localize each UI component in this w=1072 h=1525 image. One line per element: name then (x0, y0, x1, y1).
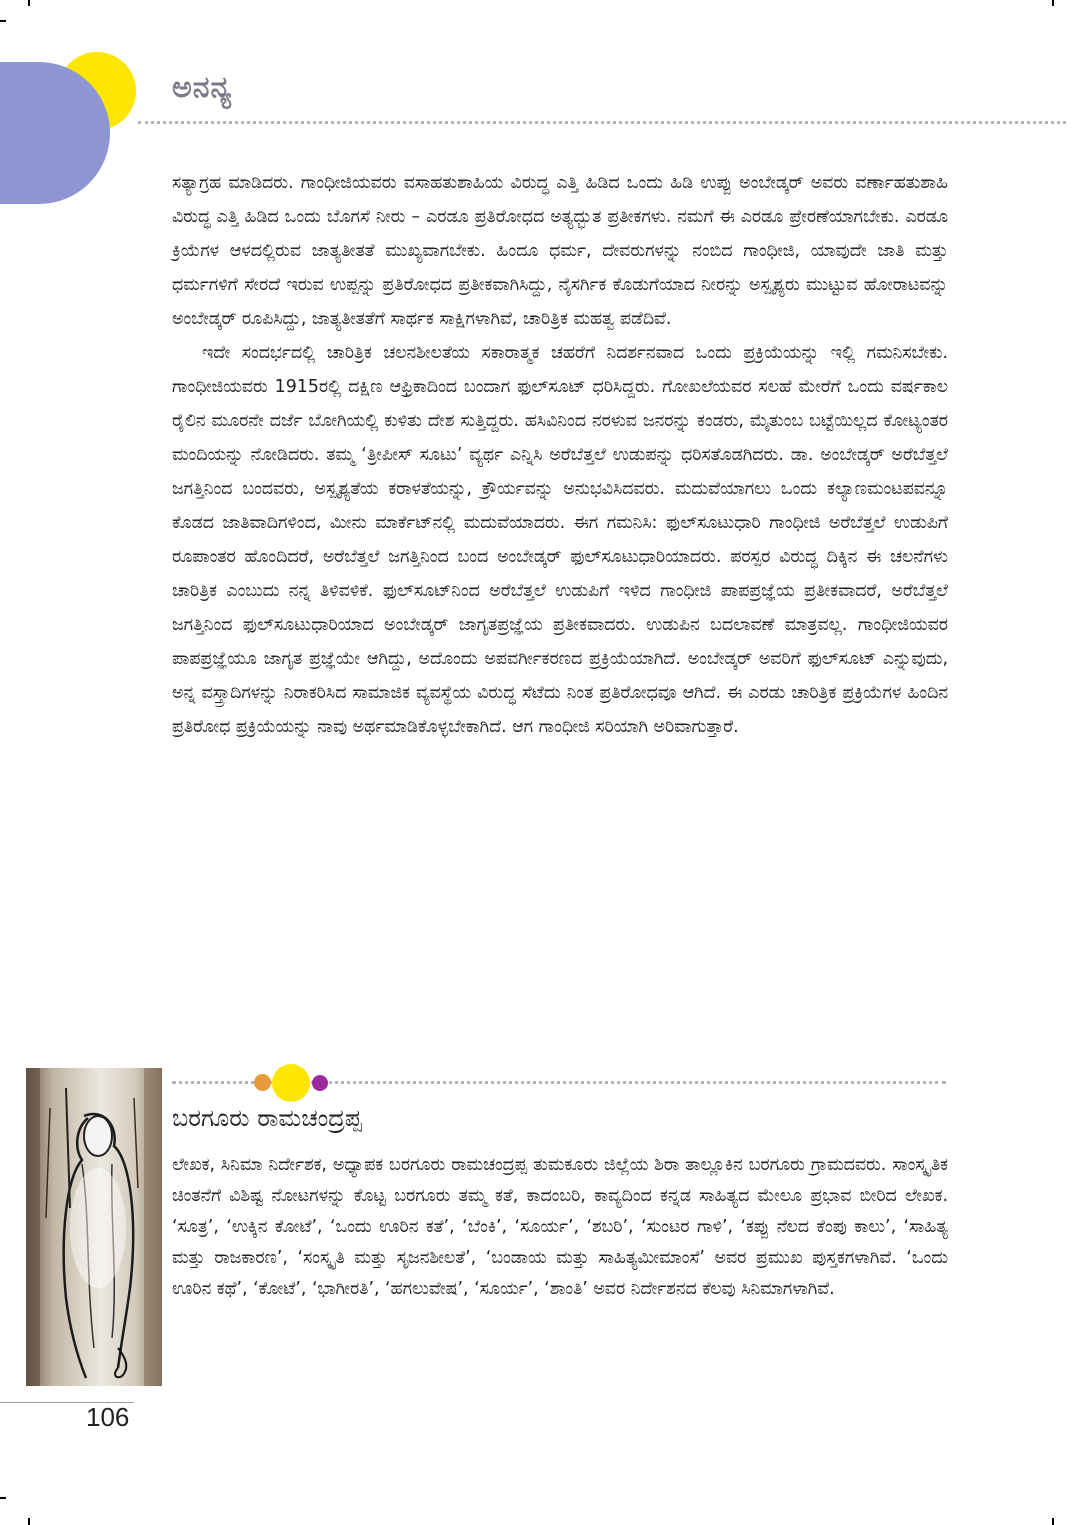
article-paragraph: ಸತ್ಯಾಗ್ರಹ ಮಾಡಿದರು. ಗಾಂಧೀಜಿಯವರು ವಸಾಹತುಶಾಹಿಯ ವಿರುದ್ಧ ಎತ್ತಿ ಹಿಡಿದ ಒಂದು ಹಿಡಿ ಉಪ್ಪು ಅಂಬೇಡ್ಕರ್ ಅವರು ವರ್ಣಾಹತುಶಾಹಿ ವಿರುದ್ಧ ಎತ್ತಿ ಹಿಡಿದ ಒಂದು ಬೊಗಸೆ ನೀರು – ಎರಡೂ ಪ್ರತಿರೋಧದ ಅತ್ಯದ್ಭುತ ಪ್ರತೀಕಗಳು. ನಮಗೆ ಈ ಎರಡೂ ಪ್ರೇರಣೆಯಾಗಬೇಕು. ಎರಡೂ ಕ್ರಿಯೆಗಳ ಆಳದಲ್ಲಿರುವ ಜಾತ್ಯತೀತತೆ ಮುಖ್ಯವಾಗಬೇಕು. ಹಿಂದೂ ಧರ್ಮ, ದೇವರುಗಳನ್ನು ನಂಬಿದ ಗಾಂಧೀಜಿ, ಯಾವುದೇ ಜಾತಿ ಮತ್ತು ಧರ್ಮಗಳಿಗೆ ಸೇರದೆ ಇರುವ ಉಪ್ಪನ್ನು ಪ್ರತಿರೋಧದ ಪ್ರತೀಕವಾಗಿಸಿದ್ದು, ನೈಸರ್ಗಿಕ ಕೊಡುಗೆಯಾದ ನೀರನ್ನು ಅಸ್ಪೃಶ್ಯರು ಮುಟ್ಟುವ ಹೋರಾಟವನ್ನು ಅಂಬೇಡ್ಕರ್ ರೂಪಿಸಿದ್ದು, ಜಾತ್ಯತೀತತೆಗೆ ಸಾರ್ಥಕ ಸಾಕ್ಷಿಗಳಾಗಿವೆ, ಚಾರಿತ್ರಿಕ ಮಹತ್ವ ಪಡೆದಿವೆ. (172, 173, 948, 329)
page-number: 106 (86, 1402, 130, 1432)
bio-decor-purple-dot (312, 1075, 328, 1091)
crop-mark-bottom-right (1052, 1518, 1054, 1525)
header-title: ಅನನ್ಯ (172, 70, 233, 105)
bio-decor-yellow-dot (272, 1064, 310, 1102)
crop-mark-top-left (28, 0, 30, 6)
header-dotted-rule (138, 121, 1066, 124)
author-photo (26, 1068, 162, 1386)
author-name: ಬರಗೂರು ರಾಮಚಂದ್ರಪ್ಪ (172, 1104, 363, 1132)
article-paragraph: ಇದೇ ಸಂದರ್ಭದಲ್ಲಿ ಚಾರಿತ್ರಿಕ ಚಲನಶೀಲತೆಯ ಸಕಾರಾತ್ಮಕ ಚಹರೆಗೆ ನಿದರ್ಶನವಾದ ಒಂದು ಪ್ರಕ್ರಿಯೆಯನ್ನು ಇಲ್ಲಿ ಗಮನಿಸಬೇಕು. ಗಾಂಧೀಜಿಯವರು 1915ರಲ್ಲಿ ದಕ್ಷಿಣ ಆಫ್ರಿಕಾದಿಂದ ಬಂದಾಗ ಫುಲ್‌ಸೂಟ್ ಧರಿಸಿದ್ದರು. ಗೋಖಲೆಯವರ ಸಲಹೆ ಮೇರೆಗೆ ಒಂದು ವರ್ಷಕಾಲ ರೈಲಿನ ಮೂರನೇ ದರ್ಜೆ ಬೋಗಿಯಲ್ಲಿ ಕುಳಿತು ದೇಶ ಸುತ್ತಿದ್ದರು. ಹಸಿವಿನಿಂದ ನರಳುವ ಜನರನ್ನು ಕಂಡರು, ಮೈತುಂಬ ಬಟ್ಟೆಯಿಲ್ಲದ ಕೋಟ್ಯಂತರ ಮಂದಿಯನ್ನು ನೋಡಿದರು. ತಮ್ಮ ‘ತ್ರೀಪೀಸ್ ಸೂಟು’ ವ್ಯರ್ಥ ಎನ್ನಿಸಿ ಅರೆಬೆತ್ತಲೆ ಉಡುಪನ್ನು ಧರಿಸತೊಡಗಿದರು. ಡಾ. ಅಂಬೇಡ್ಕರ್ ಅರೆಬೆತ್ತಲೆ ಜಗತ್ತಿನಿಂದ ಬಂದವರು, ಅಸ್ಪೃಶ್ಯತೆಯ ಕರಾಳತೆಯನ್ನು, ಕ್ರೌರ್ಯವನ್ನು ಅನುಭವಿಸಿದವರು. ಮದುವೆಯಾಗಲು ಒಂದು ಕಲ್ಯಾಣಮಂಟಪವನ್ನೂ ಕೊಡದ ಜಾತಿವಾದಿಗಳಿಂದ, ಮೀನು ಮಾರ್ಕೆಟ್‌ನಲ್ಲಿ ಮದುವೆಯಾದರು. ಈಗ ಗಮನಿಸಿ: ಫುಲ್‌ಸೂಟುಧಾರಿ ಗಾಂಧೀಜಿ ಅರೆಬೆತ್ತಲೆ ಉಡುಪಿಗೆ ರೂಪಾಂತರ ಹೊಂದಿದರೆ, ಅರೆಬೆತ್ತಲೆ ಜಗತ್ತಿನಿಂದ ಬಂದ ಅಂಬೇಡ್ಕರ್ ಫುಲ್‌ಸೂಟುಧಾರಿಯಾದರು. ಪರಸ್ಪರ ವಿರುದ್ಧ ದಿಕ್ಕಿನ ಈ ಚಲನೆಗಳು ಚಾರಿತ್ರಿಕ ಎಂಬುದು ನನ್ನ ತಿಳಿವಳಿಕೆ. ಫುಲ್‌ಸೂಟ್‌ನಿಂದ ಅರೆಬೆತ್ತಲೆ ಉಡುಪಿಗೆ ಇಳಿದ ಗಾಂಧೀಜಿ ಪಾಪಪ್ರಜ್ಞೆಯ ಪ್ರತೀಕವಾದರೆ, ಅರೆಬೆತ್ತಲೆ ಜಗತ್ತಿನಿಂದ ಫುಲ್‌ಸೂಟುಧಾರಿಯಾದ ಅಂಬೇಡ್ಕರ್ ಜಾಗೃತಪ್ರಜ್ಞೆಯ ಪ್ರತೀಕವಾದರು. ಉಡುಪಿನ ಬದಲಾವಣೆ ಮಾತ್ರವಲ್ಲ. ಗಾಂಧೀಜಿಯವರ ಪಾಪಪ್ರಜ್ಞೆಯೂ ಜಾಗೃತ ಪ್ರಜ್ಞೆಯೇ ಆಗಿದ್ದು, ಅದೊಂದು ಅಪವರ್ಗೀಕರಣದ ಪ್ರಕ್ರಿಯೆಯಾಗಿದೆ. ಅಂಬೇಡ್ಕರ್ ಅವರಿಗೆ ಫುಲ್‌ಸೂಟ್ ಎನ್ನುವುದು, ಅನ್ನ ವಸ್ತ್ರಾದಿಗಳನ್ನು ನಿರಾಕರಿಸಿದ ಸಾಮಾಜಿಕ ವ್ಯವಸ್ಥೆಯ ವಿರುದ್ಧ ಸೆಟೆದು ನಿಂತ ಪ್ರತಿರೋಧವೂ ಆಗಿದೆ. ಈ ಎರಡು ಚಾರಿತ್ರಿಕ ಪ್ರಕ್ರಿಯೆಗಳ ಹಿಂದಿನ ಪ್ರತಿರೋಧ ಪ್ರಕ್ರಿಯೆಯನ್ನು ನಾವು ಅರ್ಥಮಾಡಿಕೊಳ್ಳಬೇಕಾಗಿದೆ. ಆಗ ಗಾಂಧೀಜಿ ಸರಿಯಾಗಿ ಅರಿವಾಗುತ್ತಾರೆ. (172, 343, 948, 737)
crop-mark-left-top (0, 20, 6, 22)
crop-mark-left-bottom (0, 1497, 6, 1499)
bio-decor-orange-dot (254, 1074, 271, 1091)
author-bio: ಲೇಖಕ, ಸಿನಿಮಾ ನಿರ್ದೇಶಕ, ಅಧ್ಯಾಪಕ ಬರಗೂರು ರಾಮಚಂದ್ರಪ್ಪ ತುಮಕೂರು ಜಿಲ್ಲೆಯ ಶಿರಾ ತಾಲ್ಲೂಕಿನ ಬರಗೂರು ಗ್ರಾಮದವರು. ಸಾಂಸ್ಕೃತಿಕ ಚಿಂತನೆಗೆ ವಿಶಿಷ್ಟ ನೋಟಗಳನ್ನು ಕೊಟ್ಟ ಬರಗೂರು ತಮ್ಮ ಕತೆ, ಕಾದಂಬರಿ, ಕಾವ್ಯದಿಂದ ಕನ್ನಡ ಸಾಹಿತ್ಯದ ಮೇಲೂ ಪ್ರಭಾವ ಬೀರಿದ ಲೇಖಕ. ‘ಸೂತ್ರ’, ‘ಉಕ್ಕಿನ ಕೋಟೆ’, ‘ಒಂದು ಊರಿನ ಕತೆ’, ‘ಬೆಂಕಿ’, ‘ಸೂರ್ಯ’, ‘ಶಬರಿ’, ‘ಸುಂಟರ ಗಾಳಿ’, ‘ಕಪ್ಪು ನೆಲದ ಕೆಂಪು ಕಾಲು’, ‘ಸಾಹಿತ್ಯ ಮತ್ತು ರಾಜಕಾರಣ’, ‘ಸಂಸ್ಕೃತಿ ಮತ್ತು ಸೃಜನಶೀಲತೆ’, ‘ಬಂಡಾಯ ಮತ್ತು ಸಾಹಿತ್ಯಮೀಮಾಂಸೆ’ ಅವರ ಪ್ರಮುಖ ಪುಸ್ತಕಗಳಾಗಿವೆ. ‘ಒಂದು ಊರಿನ ಕಥೆ’, ‘ಕೋಟೆ’, ‘ಭಾಗೀರತಿ’, ‘ಹಗಲುವೇಷ’, ‘ಸೂರ್ಯ’, ‘ಶಾಂತಿ’ ಅವರ ನಿರ್ದೇಶನದ ಕೆಲವು ಸಿನಿಮಾಗಳಾಗಿವೆ. (172, 1155, 948, 1299)
crop-mark-top-right (1052, 0, 1054, 6)
article-body (172, 166, 948, 744)
author-photo-illustration (26, 1068, 162, 1386)
crop-mark-bottom-left (28, 1518, 30, 1525)
